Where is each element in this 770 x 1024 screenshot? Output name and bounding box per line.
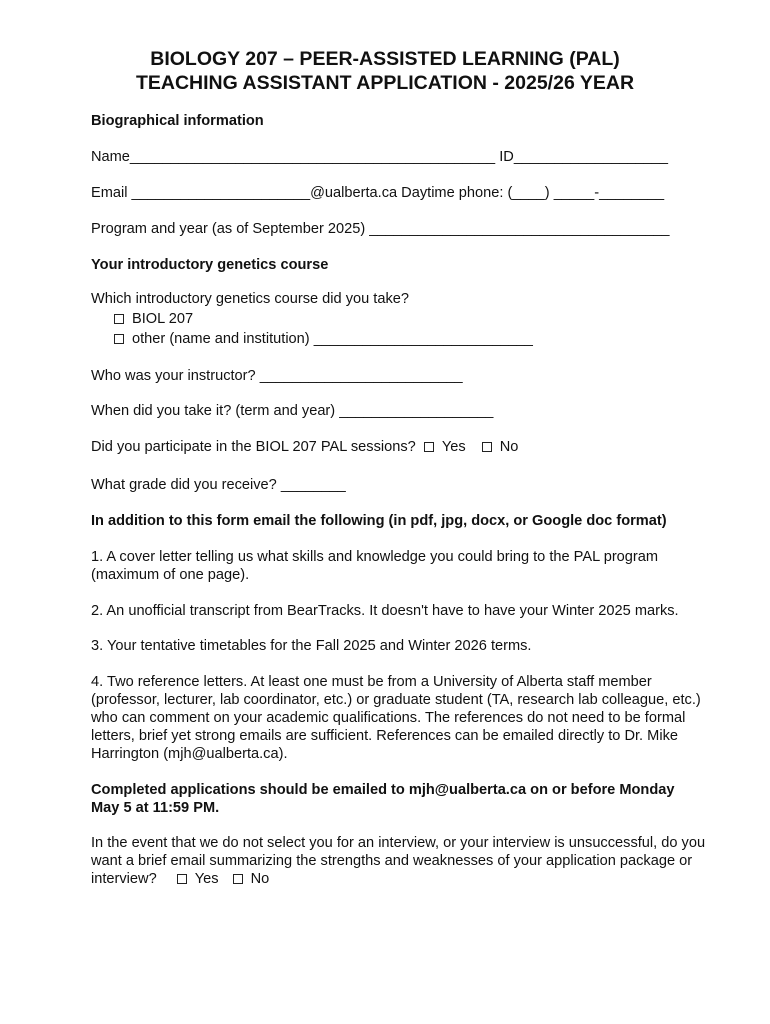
attachment-item-transcript: 2. An unofficial transcript from BearTracks. It doesn't have to have your Winter 2025 marks. (91, 603, 679, 619)
course-question: Which introductory genetics course did you take? (91, 291, 409, 307)
email-phone-field[interactable]: Email ______________________@ualberta.ca Daytime phone: (____) _____-________ (91, 185, 665, 201)
option-biol207[interactable] (114, 310, 193, 328)
term-year-field[interactable]: When did you take it? (term and year) ___________________ (91, 403, 494, 419)
option-other[interactable] (114, 330, 533, 348)
program-year-field[interactable]: Program and year (as of September 2025) _____________________________________ (91, 221, 670, 237)
pal-sessions-label: Did you participate in the BIOL 207 PAL sessions? (91, 439, 416, 455)
feedback-yes-checkbox[interactable] (177, 874, 187, 884)
feedback-question (91, 834, 711, 888)
pal-yes-checkbox[interactable] (424, 442, 434, 452)
biol207-checkbox[interactable] (114, 314, 124, 324)
deadline-notice: Completed applications should be emailed to mjh@ualberta.ca on or before Monday May 5 at 11:59 PM. (91, 782, 675, 816)
form-title-line-2: TEACHING ASSISTANT APPLICATION - 2025/26 YEAR (135, 72, 635, 94)
grade-field[interactable]: What grade did you receive? ________ (91, 477, 346, 493)
feedback-question-text: In the event that we do not select you for an interview, or your interview is unsuccessful, do you want a brief email summarizing the strengths and weaknesses of your application package or interview? (91, 835, 706, 887)
pal-sessions-question (91, 438, 518, 456)
biographical-heading: Biographical information (91, 113, 264, 129)
instructor-field[interactable]: Who was your instructor? _________________________ (91, 368, 463, 384)
pal-yes-label: Yes (441, 439, 466, 455)
feedback-yes-label: Yes (194, 871, 219, 887)
form-title-line-1: BIOLOGY 207 – PEER-ASSISTED LEARNING (PAL) (150, 48, 620, 70)
other-course-label: other (name and institution) ___________________________ (132, 331, 533, 347)
attachment-item-timetables: 3. Your tentative timetables for the Fall 2025 and Winter 2026 terms. (91, 638, 532, 654)
attachment-item-cover-letter: 1. A cover letter telling us what skills and knowledge you could bring to the PAL program (maximum of one page). (91, 549, 659, 583)
pal-no-label: No (499, 439, 519, 455)
genetics-course-heading: Your introductory genetics course (91, 257, 329, 273)
feedback-no-checkbox[interactable] (233, 874, 243, 884)
attachment-item-references: 4. Two reference letters. At least one must be from a University of Alberta staff member (professor, lecturer, lab coordinator, etc.) or graduate student (TA, research lab colleague, etc.) who can comment on your academic qualifications. The references do not need to be formal letters, brief yet strong emails are sufficient. References can be emailed directly to Dr. Mike Harrington (mjh@ualberta.ca). (91, 674, 701, 762)
pal-no-checkbox[interactable] (482, 442, 492, 452)
attachments-heading: In addition to this form email the following (in pdf, jpg, docx, or Google doc format) (91, 513, 667, 529)
feedback-no-label: No (250, 871, 270, 887)
biol207-label: BIOL 207 (132, 311, 194, 327)
name-id-field[interactable]: Name_____________________________________________ ID___________________ (91, 149, 669, 165)
other-course-checkbox[interactable] (114, 334, 124, 344)
